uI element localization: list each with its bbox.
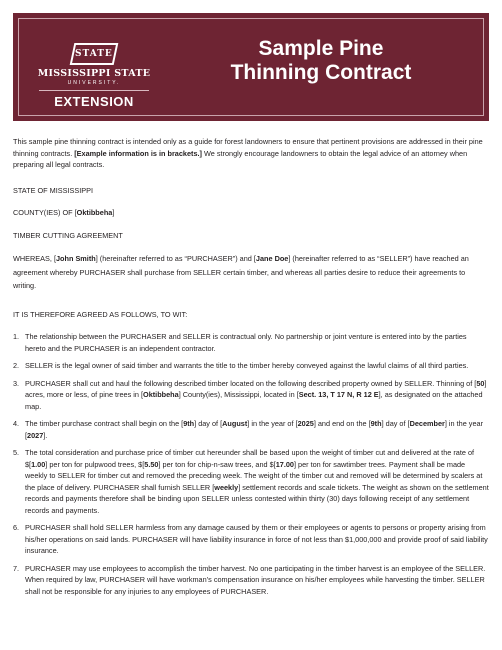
county-line: COUNTY(IES) OF [Oktibbeha] [13,208,115,217]
header-banner [13,13,489,121]
logo-extension: EXTENSION [54,94,134,109]
logo-divider [39,90,149,91]
term-item-5: 5. The total consideration and purchase price of timber cut hereunder shall be based upon the weight of timber cut and delivered at the rate of $[1.00] per ton for pulpwood trees, $[5.50] per ton for chip-n-saw trees, and $[17.00] per ton for sawtimber trees. Payment shall be made weekly to SELLER for timber cut and removed the preceding week. The weight of the timber cut and removed will be determined by scalers at the place of delivery. PURCHASER shall furnish SELLER [weekly] settlement records and scale tickets. The weight as shown on the settlement records and payments therefore shall be binding upon SELLER unless contested within thirty (30) days following receipt of any settlement records and payments. [13,448,489,515]
terms-list [13,331,489,597]
term-item-1: 1. The relationship between the PURCHASER and SELLER is contractual only. No partnership or joint venture is entered into by the parties hereto and the PURCHASER is an independent contractor. [13,332,467,353]
term-item-2: 2. SELLER is the legal owner of said timber and warrants the title to the timber hereby conveyed against the lawful claims of all third parties. [13,361,469,370]
contract-body [13,136,489,603]
msu-state-mark-icon: STATE [70,43,119,65]
title-line-1: Sample Pine [258,37,384,60]
term-item-3: 3. PURCHASER shall cut and haul the following described timber located on the following described property owned by SELLER. Thinning of [50] acres, more or less, of pine trees in [Oktibbeha] County(ies), Mississippi, located in [Sect. 13, T 17 N, R 12 E], as designated on the attached map. [13,378,487,411]
agreed-heading: IT IS THEREFORE AGREED AS FOLLOWS, TO WIT: [13,309,188,319]
agreement-title: TIMBER CUTTING AGREEMENT [13,230,123,240]
term-item-6: 6. PURCHASER shall hold SELLER harmless from any damage caused by them or their employees or agents to persons or property arising from his/her operations on said lands. PURCHASER will have liability insurance in force of not less than $1,000,000 and provide proof of said liability insurance. [13,523,488,555]
term-item-7: 7. PURCHASER may use employees to accomplish the timber harvest. No one participating in the timber harvest is an employee of the SELLER. When required by law, PURCHASER will have workman’s compensation insurance on his/her employees while harvesting the timber. SELLER shall not be responsible for any injuries to any employees of PURCHASER. [13,563,486,596]
document-title [193,37,449,85]
whereas-paragraph: WHEREAS, [John Smith] (hereinafter referred to as “PURCHASER”) and [Jane Doe] (hereinafter referred to as “SELLER”) have reached an agreement whereby PURCHASER shall purchase from SELLER certain timber, and whereas all parties desire to reduce their agreements to writing. [13,254,469,290]
state-line: STATE OF MISSISSIPPI [13,185,94,195]
msu-extension-logo [35,43,153,109]
logo-university-sub: UNIVERSITY. [67,80,121,86]
intro-paragraph: This sample pine thinning contract is intended only as a guide for forest landowners to ensure that pertinent provisions are addressed in their pine thinning contracts. [Example information is in brackets.] We strongly encourage landowners to obtain the legal advice of an attorney when preparing all legal contracts. [13,137,483,169]
logo-university-name: MISSISSIPPI STATE [37,68,151,79]
term-item-4: 4. The timber purchase contract shall begin on the [9th] day of [August] in the year of [2025] and end on the [9th] day of [December] in the year [2027]. [13,419,484,440]
title-line-2: Thinning Contract [230,61,412,84]
